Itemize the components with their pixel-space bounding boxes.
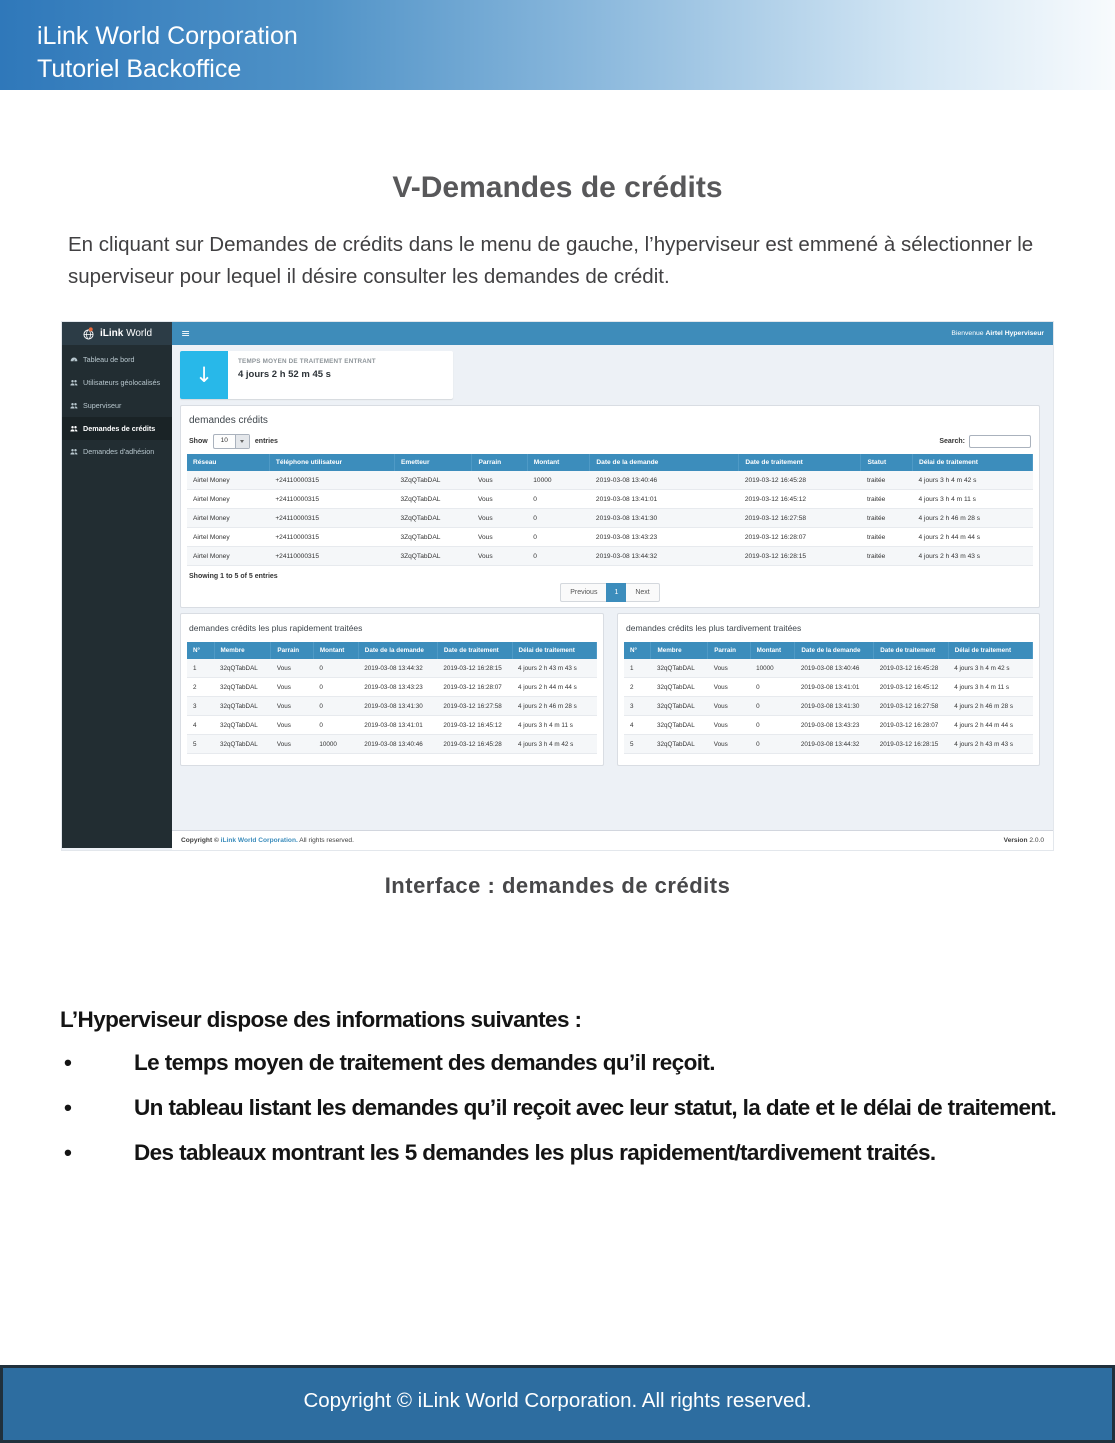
table-cell: 32qQTabDAL xyxy=(651,697,708,716)
table-cell: 3 xyxy=(624,697,651,716)
fastest-processed-panel xyxy=(180,613,604,766)
column-header[interactable]: Date de traitement xyxy=(739,454,861,471)
table-cell: traitée xyxy=(861,528,913,547)
column-header[interactable]: Emetteur xyxy=(394,454,472,471)
page-number-button[interactable]: 1 xyxy=(606,583,626,602)
table-cell: Vous xyxy=(708,735,750,754)
table-cell: 2019-03-12 16:28:15 xyxy=(739,547,861,566)
table-cell: Vous xyxy=(472,471,527,490)
column-header[interactable]: Délai de traitement xyxy=(948,642,1032,659)
credit-requests-table xyxy=(187,454,1033,566)
previous-page-button[interactable]: Previous xyxy=(560,583,606,602)
pagination xyxy=(187,583,1033,602)
table-cell: 2019-03-08 13:44:32 xyxy=(590,547,739,566)
table-cell: 4 jours 3 h 4 m 42 s xyxy=(948,659,1032,678)
table-cell: traitée xyxy=(861,509,913,528)
entries-label: entries xyxy=(254,438,278,445)
sidebar-toggle-button[interactable]: ≡ xyxy=(181,327,191,340)
sidebar-item-label: Utilisateurs géolocalisés xyxy=(83,378,161,387)
table-cell: 4 jours 3 h 4 m 42 s xyxy=(512,735,596,754)
document-header-banner xyxy=(0,0,1115,90)
table-row xyxy=(187,528,1033,547)
table-cell: +24110000315 xyxy=(269,528,394,547)
table-cell: 0 xyxy=(313,716,358,735)
app-footer xyxy=(172,830,1053,850)
table-cell: 5 xyxy=(624,735,651,754)
table-cell: 0 xyxy=(527,528,590,547)
table-cell: 2019-03-12 16:45:12 xyxy=(437,716,512,735)
table-cell: 3ZqQTabDAL xyxy=(394,490,472,509)
sidebar-item-tableau-de-bord[interactable] xyxy=(62,348,172,371)
table-cell: 2 xyxy=(187,678,214,697)
table-cell: 2019-03-12 16:28:15 xyxy=(437,659,512,678)
column-header[interactable]: Date de traitement xyxy=(437,642,512,659)
table-cell: 2019-03-08 13:41:01 xyxy=(358,716,437,735)
stat-value: 4 jours 2 h 52 m 45 s xyxy=(238,369,331,380)
column-header[interactable]: Téléphone utilisateur xyxy=(269,454,394,471)
table-cell: 3ZqQTabDAL xyxy=(394,547,472,566)
slowest-processed-table xyxy=(624,642,1033,754)
table-cell: 0 xyxy=(313,678,358,697)
sidebar-item-label: Demandes de crédits xyxy=(83,424,156,433)
app-logo[interactable] xyxy=(62,322,172,345)
table-cell: Airtel Money xyxy=(187,490,269,509)
column-header[interactable]: Statut xyxy=(861,454,913,471)
app-top-navbar xyxy=(62,322,1053,345)
table-cell: 4 jours 2 h 46 m 28 s xyxy=(913,509,1033,528)
table-cell: 2 xyxy=(624,678,651,697)
table-cell: Airtel Money xyxy=(187,471,269,490)
table-cell: Vous xyxy=(271,735,314,754)
column-header[interactable]: Parrain xyxy=(271,642,314,659)
chevron-down-icon xyxy=(235,435,249,448)
table-cell: 2019-03-12 16:45:12 xyxy=(739,490,861,509)
table-header-row xyxy=(187,642,597,659)
table-cell: 2019-03-12 16:45:28 xyxy=(874,659,949,678)
table-cell: 4 xyxy=(624,716,651,735)
panel-title: demandes crédits les plus tardivement traitées xyxy=(626,623,802,633)
table-cell: 2019-03-08 13:41:01 xyxy=(795,678,874,697)
sidebar-item-label: Superviseur xyxy=(83,401,122,410)
bullet-item: • Un tableau listant les demandes qu’il reçoit avec leur statut, la date et le délai de traitement. xyxy=(60,1095,1065,1121)
table-cell: 2019-03-08 13:40:46 xyxy=(795,659,874,678)
search-group xyxy=(939,435,1031,448)
column-header[interactable]: Parrain xyxy=(472,454,527,471)
section-title: V-Demandes de crédits xyxy=(392,171,723,204)
table-cell: +24110000315 xyxy=(269,509,394,528)
table-cell: 2019-03-08 13:40:46 xyxy=(358,735,437,754)
table-cell: 2019-03-08 13:43:23 xyxy=(358,678,437,697)
column-header[interactable]: Montant xyxy=(750,642,795,659)
table-cell: 2019-03-08 13:41:30 xyxy=(590,509,739,528)
table-cell: 4 jours 3 h 4 m 11 s xyxy=(948,678,1032,697)
table-cell: traitée xyxy=(861,490,913,509)
table-row xyxy=(624,735,1033,754)
table-cell: 2019-03-08 13:40:46 xyxy=(590,471,739,490)
fastest-processed-table xyxy=(187,642,597,754)
table-cell: 2019-03-12 16:28:15 xyxy=(874,735,949,754)
table-cell: Airtel Money xyxy=(187,509,269,528)
sidebar-item-label: Demandes d'adhésion xyxy=(83,447,155,456)
table-cell: 4 jours 3 h 4 m 42 s xyxy=(913,471,1033,490)
users-icon xyxy=(70,425,78,433)
company-link[interactable]: iLink World Corporation. xyxy=(220,837,298,844)
bullet-item: • Des tableaux montrant les 5 demandes les plus rapidement/tardivement traités. xyxy=(60,1140,1065,1166)
table-cell: Vous xyxy=(708,678,750,697)
document-subtitle: Tutoriel Backoffice xyxy=(37,55,242,83)
table-cell: 0 xyxy=(313,697,358,716)
table-row xyxy=(624,678,1033,697)
table-cell: 2019-03-08 13:43:23 xyxy=(590,528,739,547)
search-label: Search: xyxy=(939,438,965,445)
table-cell: +24110000315 xyxy=(269,547,394,566)
table-row xyxy=(624,659,1033,678)
table-cell: Vous xyxy=(271,659,314,678)
table-controls xyxy=(189,434,1031,449)
table-cell: 2019-03-08 13:41:30 xyxy=(358,697,437,716)
table-cell: 2019-03-08 13:43:23 xyxy=(795,716,874,735)
table-cell: 4 jours 2 h 43 m 43 s xyxy=(512,659,596,678)
table-cell: 32qQTabDAL xyxy=(214,716,271,735)
table-cell: 2019-03-08 13:41:30 xyxy=(795,697,874,716)
down-arrow-icon: ↓ xyxy=(180,351,228,399)
table-cell: 2019-03-12 16:28:07 xyxy=(739,528,861,547)
table-cell: 3ZqQTabDAL xyxy=(394,509,472,528)
table-cell: 32qQTabDAL xyxy=(651,716,708,735)
table-cell: 2019-03-12 16:27:58 xyxy=(437,697,512,716)
app-sidebar xyxy=(62,345,172,848)
table-cell: Vous xyxy=(271,697,314,716)
column-header[interactable]: Date de la demande xyxy=(590,454,739,471)
table-row xyxy=(187,547,1033,566)
table-cell: 4 jours 2 h 44 m 44 s xyxy=(913,528,1033,547)
table-cell: traitée xyxy=(861,471,913,490)
table-cell: Vous xyxy=(708,697,750,716)
table-row xyxy=(624,716,1033,735)
app-screenshot xyxy=(62,322,1053,850)
table-cell: 0 xyxy=(750,678,795,697)
table-cell: Vous xyxy=(472,528,527,547)
table-cell: Vous xyxy=(472,490,527,509)
table-row xyxy=(187,697,597,716)
page-copyright: Copyright © iLink World Corporation. All rights reserved. xyxy=(303,1389,812,1412)
column-header[interactable]: Délai de traitement xyxy=(913,454,1033,471)
column-header[interactable]: Délai de traitement xyxy=(512,642,596,659)
table-cell: 2019-03-08 13:41:01 xyxy=(590,490,739,509)
table-cell: 4 jours 3 h 4 m 11 s xyxy=(512,716,596,735)
column-header[interactable]: Date de traitement xyxy=(874,642,949,659)
globe-icon xyxy=(82,327,95,340)
table-cell: 2019-03-12 16:45:28 xyxy=(739,471,861,490)
page-size-value: 10 xyxy=(220,437,228,444)
table-cell: 5 xyxy=(187,735,214,754)
info-section xyxy=(60,1007,1065,1185)
table-cell: 32qQTabDAL xyxy=(214,678,271,697)
info-bullet-list xyxy=(60,1050,1065,1166)
column-header[interactable]: Date de la demande xyxy=(358,642,437,659)
panel-title: demandes crédits les plus rapidement traitées xyxy=(189,623,363,633)
sidebar-item-demandes-adhesion[interactable] xyxy=(62,440,172,463)
table-cell: 2019-03-12 16:45:12 xyxy=(874,678,949,697)
users-icon xyxy=(70,402,78,410)
table-cell: 1 xyxy=(187,659,214,678)
users-icon xyxy=(70,379,78,387)
table-cell: traitée xyxy=(861,547,913,566)
table-cell: 4 jours 2 h 43 m 43 s xyxy=(913,547,1033,566)
table-cell: 0 xyxy=(527,547,590,566)
table-cell: 32qQTabDAL xyxy=(214,735,271,754)
table-cell: 3ZqQTabDAL xyxy=(394,528,472,547)
table-cell: 2019-03-12 16:45:28 xyxy=(437,735,512,754)
table-cell: 2019-03-12 16:27:58 xyxy=(874,697,949,716)
table-cell: 3ZqQTabDAL xyxy=(394,471,472,490)
sidebar-item-superviseur[interactable] xyxy=(62,394,172,417)
table-cell: 2019-03-12 16:28:07 xyxy=(874,716,949,735)
table-cell: Vous xyxy=(271,716,314,735)
document-footer-bar xyxy=(0,1365,1115,1443)
table-row xyxy=(187,509,1033,528)
dashboard-icon xyxy=(70,356,78,364)
table-cell: 4 jours 2 h 46 m 28 s xyxy=(948,697,1032,716)
search-input[interactable] xyxy=(969,435,1031,448)
table-cell: 2019-03-12 16:28:07 xyxy=(437,678,512,697)
table-cell: 2019-03-08 13:44:32 xyxy=(358,659,437,678)
app-copyright: Copyright © iLink World Corporation. All rights reserved. xyxy=(181,837,354,844)
table-row xyxy=(187,678,597,697)
table-cell: 4 jours 2 h 43 m 43 s xyxy=(948,735,1032,754)
avg-processing-time-card xyxy=(180,351,453,399)
table-row xyxy=(187,735,597,754)
column-header[interactable]: N° xyxy=(187,642,214,659)
figure-caption: Interface : demandes de crédits xyxy=(384,873,731,898)
table-cell: Vous xyxy=(472,547,527,566)
column-header[interactable]: Membre xyxy=(214,642,271,659)
sidebar-item-demandes-de-credits[interactable] xyxy=(62,417,172,440)
brand-text: iLink World xyxy=(99,328,153,339)
table-cell: 3 xyxy=(187,697,214,716)
column-header[interactable]: Montant xyxy=(527,454,590,471)
next-page-button[interactable]: Next xyxy=(626,583,659,602)
panel-title: demandes crédits xyxy=(189,415,268,426)
sidebar-item-label: Tableau de bord xyxy=(83,355,135,364)
table-cell: 2019-03-12 16:27:58 xyxy=(739,509,861,528)
info-heading: L’Hyperviseur dispose des informations suivantes : xyxy=(60,1007,582,1032)
table-cell: 0 xyxy=(750,716,795,735)
table-cell: 4 jours 2 h 46 m 28 s xyxy=(512,697,596,716)
table-cell: 0 xyxy=(527,509,590,528)
column-header[interactable]: Membre xyxy=(651,642,708,659)
table-cell: 10000 xyxy=(750,659,795,678)
column-header[interactable]: Parrain xyxy=(708,642,750,659)
table-cell: +24110000315 xyxy=(269,471,394,490)
table-cell: 32qQTabDAL xyxy=(214,659,271,678)
table-cell: 2019-03-08 13:44:32 xyxy=(795,735,874,754)
table-cell: 0 xyxy=(313,659,358,678)
page-size-select[interactable] xyxy=(213,434,250,449)
sidebar-item-utilisateurs-geolocalises[interactable] xyxy=(62,371,172,394)
column-header[interactable]: N° xyxy=(624,642,651,659)
table-cell: 32qQTabDAL xyxy=(651,735,708,754)
table-cell: Airtel Money xyxy=(187,528,269,547)
table-header-row xyxy=(624,642,1033,659)
table-header-row xyxy=(187,454,1033,471)
table-row xyxy=(187,716,597,735)
welcome-text: Bienvenue Airtel Hyperviseur xyxy=(951,330,1044,337)
table-cell: Vous xyxy=(708,659,750,678)
table-cell: Vous xyxy=(708,716,750,735)
column-header[interactable]: Montant xyxy=(313,642,358,659)
show-label: Show xyxy=(189,438,208,445)
users-icon xyxy=(70,448,78,456)
table-cell: 4 xyxy=(187,716,214,735)
slowest-processed-panel xyxy=(617,613,1040,766)
table-row xyxy=(624,697,1033,716)
table-cell: 32qQTabDAL xyxy=(651,659,708,678)
column-header[interactable]: Date de la demande xyxy=(795,642,874,659)
column-header[interactable]: Réseau xyxy=(187,454,269,471)
table-cell: 4 jours 2 h 44 m 44 s xyxy=(948,716,1032,735)
table-cell: Airtel Money xyxy=(187,547,269,566)
table-cell: 1 xyxy=(624,659,651,678)
credit-requests-panel xyxy=(180,405,1040,608)
table-row xyxy=(187,471,1033,490)
table-cell: Vous xyxy=(271,678,314,697)
stat-text xyxy=(228,351,386,399)
table-row xyxy=(187,659,597,678)
company-name: iLink World Corporation xyxy=(37,22,298,50)
table-cell: 4 jours 2 h 44 m 44 s xyxy=(512,678,596,697)
table-cell: 0 xyxy=(527,490,590,509)
table-cell: +24110000315 xyxy=(269,490,394,509)
table-cell: 10000 xyxy=(527,471,590,490)
stat-label: TEMPS MOYEN DE TRAITEMENT ENTRANT xyxy=(238,358,376,365)
table-cell: 32qQTabDAL xyxy=(651,678,708,697)
app-version: Version 2.0.0 xyxy=(1003,837,1044,844)
table-summary: Showing 1 to 5 of 5 entries xyxy=(189,573,278,580)
bullet-item: • Le temps moyen de traitement des demandes qu’il reçoit. xyxy=(60,1050,1065,1076)
table-row xyxy=(187,490,1033,509)
table-cell: 4 jours 3 h 4 m 11 s xyxy=(913,490,1033,509)
table-cell: 32qQTabDAL xyxy=(214,697,271,716)
intro-paragraph: En cliquant sur Demandes de crédits dans le menu de gauche, l’hyperviseur est emmené à sélectionner le superviseur pour lequel il désire consulter les demandes de crédit. xyxy=(68,233,1034,288)
table-cell: 10000 xyxy=(313,735,358,754)
navbar-body xyxy=(172,322,1053,345)
app-content-area xyxy=(172,345,1053,830)
table-cell: Vous xyxy=(472,509,527,528)
table-cell: 0 xyxy=(750,735,795,754)
table-cell: 0 xyxy=(750,697,795,716)
